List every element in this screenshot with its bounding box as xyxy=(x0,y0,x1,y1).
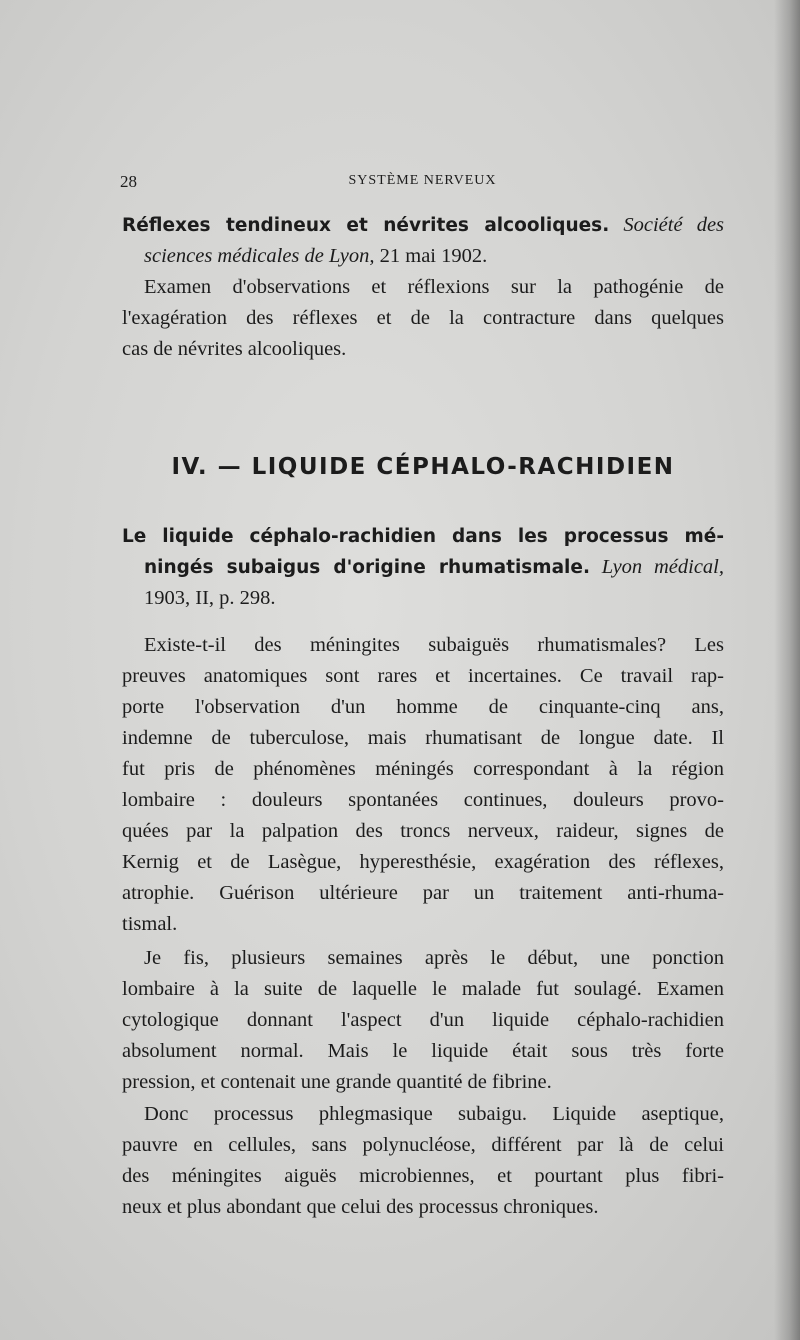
paragraph-line: preuves anatomiques sont rares et incertaines. Ce travail rap- xyxy=(122,665,724,687)
paragraph-line: quées par la palpation des troncs nerveux, raideur, signes de xyxy=(122,820,724,842)
running-head: SYSTÈME NERVEUX xyxy=(348,173,497,188)
paragraph-line: atrophie. Guérison ultérieure par un traitement anti-rhuma- xyxy=(122,882,724,904)
paragraph-line: pression, et contenait une grande quantité de fibrine. xyxy=(122,1071,552,1093)
journal-name: Société des xyxy=(623,214,725,236)
paragraph-line: Examen d'observations et réflexions sur la pathogénie de xyxy=(144,276,724,298)
paragraph-line: Existe-t-il des méningites subaiguës rhumatismales? Les xyxy=(144,634,724,656)
paragraph-line: pauvre en cellules, sans polynucléose, différent par là de celui xyxy=(122,1134,724,1156)
section-heading: IV. — LIQUIDE CÉPHALO-RACHIDIEN xyxy=(171,454,675,480)
paragraph-line: l'exagération des réflexes et de la contracture dans quelques xyxy=(122,307,724,329)
entry-reference-line xyxy=(122,241,724,272)
entry-date: 21 mai 1902. xyxy=(374,245,488,267)
entry-title: Réflexes tendineux et névrites alcooliques. xyxy=(122,215,610,236)
entry-liquide-cephalo-rachidien xyxy=(122,521,724,614)
entry-reference: 1903, II, p. 298. xyxy=(144,587,276,609)
entry-title-line: Le liquide céphalo-rachidien dans les processus mé- xyxy=(122,526,724,547)
page-edge-shadow xyxy=(774,0,800,1340)
paragraph-line: indemne de tuberculose, mais rhumatisant de longue date. Il xyxy=(122,727,724,749)
page-number: 28 xyxy=(120,172,137,191)
page-header xyxy=(120,172,725,196)
paragraph-line: des méningites aiguës microbiennes, et pourtant plus fibri- xyxy=(122,1165,724,1187)
paragraph-2 xyxy=(122,943,724,1098)
paragraph-line: absolument normal. Mais le liquide était sous très forte xyxy=(122,1040,724,1062)
journal-name-cont: sciences médicales de Lyon, xyxy=(144,245,375,267)
paragraph-line: cytologique donnant l'aspect d'un liquide céphalo-rachidien xyxy=(122,1009,724,1031)
journal-name: Lyon médical, xyxy=(601,556,724,578)
paragraph-line: Donc processus phlegmasique subaigu. Liquide aseptique, xyxy=(144,1103,724,1125)
paragraph-line: lombaire à la suite de laquelle le malade fut soulagé. Examen xyxy=(122,978,724,1000)
paragraph-line: fut pris de phénomènes méningés correspondant à la région xyxy=(122,758,724,780)
paragraph-3 xyxy=(122,1099,724,1223)
entry-title-cont: ningés subaigus d'origine rhumatismale. xyxy=(144,557,590,578)
paragraph-line: Je fis, plusieurs semaines après le début, une ponction xyxy=(144,947,724,969)
paragraph-line: neux et plus abondant que celui des processus chroniques. xyxy=(122,1196,599,1218)
paragraph-1 xyxy=(122,630,724,940)
entry-title-line xyxy=(122,210,724,241)
paragraph-line: porte l'observation d'un homme de cinquante-cinq ans, xyxy=(122,696,724,718)
paragraph-line: Kernig et de Lasègue, hyperesthésie, exagération des réflexes, xyxy=(122,851,724,873)
paragraph-line: lombaire : douleurs spontanées continues, douleurs provo- xyxy=(122,789,724,811)
entry-title-line xyxy=(122,552,724,583)
entry-reflexes-tendineux xyxy=(122,210,724,365)
paragraph-line: cas de névrites alcooliques. xyxy=(122,338,347,360)
paragraph-line: tismal. xyxy=(122,913,178,935)
